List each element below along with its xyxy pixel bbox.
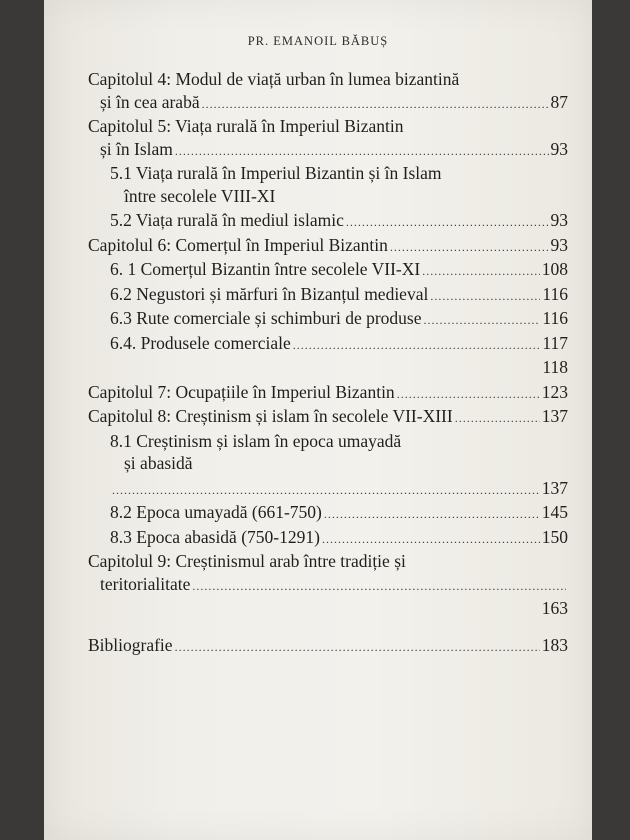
toc-entry-title: 6.2 Negustori și mărfuri în Bizanțul medieval bbox=[110, 283, 429, 304]
toc-page-number: 183 bbox=[541, 634, 568, 655]
toc-page-number: 108 bbox=[541, 259, 568, 279]
table-of-contents bbox=[88, 68, 568, 658]
leader-dots bbox=[397, 383, 540, 406]
toc-entry-title: Capitolul 7: Ocupațiile în Imperiul Bizantin bbox=[88, 381, 395, 402]
toc-entry bbox=[88, 185, 568, 210]
toc-entry-title: teritorialitate bbox=[100, 573, 191, 594]
toc-page-number: 118 bbox=[542, 357, 568, 377]
leader-dots bbox=[322, 528, 540, 551]
toc-entry-title: între secolele VIII-XI bbox=[124, 185, 276, 206]
toc-entry-title: și în cea arabă bbox=[100, 91, 200, 112]
toc-entry-title: și abasidă bbox=[124, 453, 193, 473]
toc-entry-title: 6. 1 Comerțul Bizantin între secolele VII-XI bbox=[110, 259, 421, 279]
leader-dots bbox=[324, 503, 540, 526]
toc-page-number: 163 bbox=[541, 598, 568, 618]
toc-entry-line: 5.1 Viața rurală în Imperiul Bizantin și în Islam bbox=[110, 163, 442, 183]
toc-entry bbox=[88, 573, 568, 598]
toc-entry-title: 8.3 Epoca abasidă (750-1291) bbox=[110, 526, 320, 547]
toc-entry bbox=[88, 452, 568, 477]
toc-entry bbox=[88, 307, 568, 332]
toc-entry bbox=[88, 526, 568, 551]
toc-entry-title: 5.2 Viața rurală în mediul islamic bbox=[110, 210, 344, 230]
toc-entry-title: Capitolul 8: Creștinism și islam în secolele VII-XIII bbox=[88, 406, 453, 426]
toc-entry-title: 6.4. Produsele comerciale bbox=[110, 332, 291, 353]
spacer bbox=[88, 622, 568, 634]
toc-entry-title: și în Islam bbox=[100, 138, 173, 159]
toc-entry bbox=[88, 381, 568, 406]
toc-page-number: 93 bbox=[550, 138, 568, 159]
toc-entry-line: 8.1 Creștinism și islam în epoca umayadă bbox=[110, 430, 402, 451]
toc-entry-line: Capitolul 5: Viața rurală în Imperiul Bizantin bbox=[88, 116, 404, 136]
toc-page-number: 93 bbox=[550, 234, 568, 255]
book-page bbox=[44, 0, 592, 840]
toc-entry bbox=[88, 332, 568, 357]
leader-dots bbox=[192, 575, 566, 598]
toc-entry-line: Capitolul 4: Modul de viață urban în lumea bizantină bbox=[88, 69, 460, 89]
toc-entry-title: 6.3 Rute comerciale și schimburi de produse bbox=[110, 308, 422, 328]
toc-page-number: 123 bbox=[541, 381, 568, 402]
leader-dots bbox=[175, 140, 549, 163]
toc-entry bbox=[88, 283, 568, 308]
toc-entry bbox=[88, 634, 568, 659]
toc-page-number: 93 bbox=[550, 210, 568, 230]
leader-dots bbox=[430, 285, 540, 308]
toc-entry bbox=[88, 91, 568, 116]
toc-entry-line: Capitolul 9: Creștinismul arab între tradiție și bbox=[88, 551, 406, 571]
toc-page-number: 116 bbox=[542, 283, 568, 304]
toc-entry bbox=[88, 258, 568, 283]
toc-page-number: 137 bbox=[541, 477, 568, 498]
toc-entry bbox=[88, 209, 568, 234]
toc-entry bbox=[88, 405, 568, 430]
toc-page-number: 137 bbox=[541, 406, 568, 426]
toc-page-number: 87 bbox=[550, 91, 568, 112]
toc-entry bbox=[88, 356, 568, 381]
toc-entry bbox=[88, 234, 568, 259]
toc-page-number: 116 bbox=[542, 308, 568, 328]
running-header: PR. EMANOIL BĂBUȘ bbox=[247, 34, 389, 48]
leader-dots bbox=[112, 479, 540, 502]
leader-dots bbox=[175, 636, 540, 659]
toc-page-number: 117 bbox=[542, 332, 568, 353]
leader-dots bbox=[346, 211, 549, 234]
leader-dots bbox=[455, 407, 540, 430]
toc-entry-title: Bibliografie bbox=[88, 634, 173, 655]
toc-entry-title: 8.2 Epoca umayadă (661-750) bbox=[110, 502, 322, 522]
toc-entry bbox=[88, 501, 568, 526]
toc-entry bbox=[88, 138, 568, 163]
toc-page-number: 150 bbox=[541, 526, 568, 547]
leader-dots bbox=[390, 236, 549, 259]
leader-dots bbox=[424, 309, 541, 332]
toc-entry bbox=[88, 597, 568, 622]
toc-entry bbox=[88, 477, 568, 502]
leader-dots bbox=[202, 93, 549, 116]
leader-dots bbox=[293, 334, 541, 357]
toc-page-number: 145 bbox=[541, 502, 568, 522]
leader-dots bbox=[422, 260, 540, 283]
toc-entry-title: Capitolul 6: Comerțul în Imperiul Bizantin bbox=[88, 234, 388, 255]
